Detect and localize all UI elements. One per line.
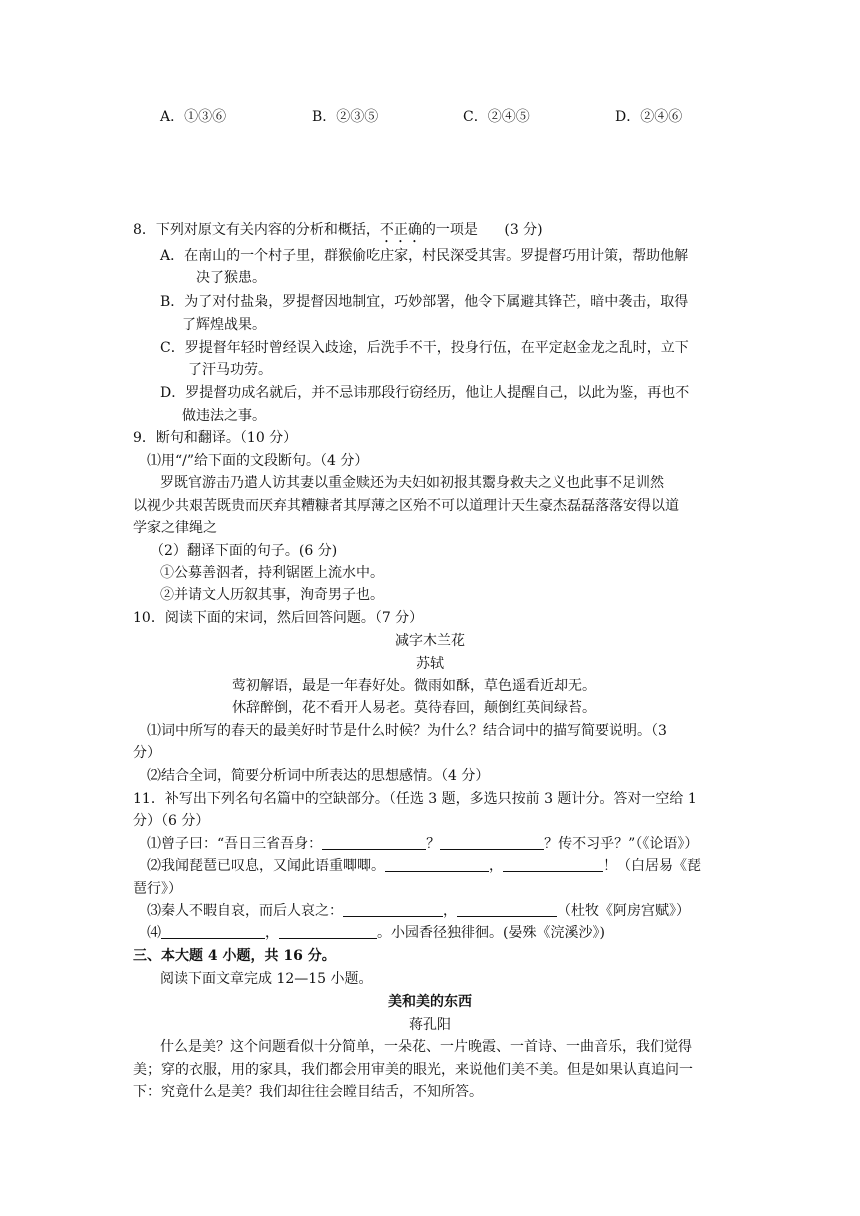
q8-option-d-line2: 做违法之事。 bbox=[182, 408, 266, 424]
q8-option-a-line1: A．在南山的一个村子里，群猴偷吃庄家，村民深受其害。罗提督巧用计策，帮助他解 bbox=[160, 248, 689, 264]
emphasis-text: 不正确 bbox=[379, 222, 422, 238]
q8-option-a-line2: 决了猴患。 bbox=[196, 270, 266, 286]
section-3-intro: 阅读下面文章完成 12—15 小题。 bbox=[160, 971, 373, 987]
fill-item-3-post: （杜牧《阿房宫赋》） bbox=[557, 903, 690, 919]
poem-title: 减字木兰花 bbox=[395, 633, 465, 649]
q8-option-c-line2: 了汗马功劳。 bbox=[188, 362, 272, 378]
section-3-title: 三、本大题 4 小题，共 16 分。 bbox=[133, 948, 336, 964]
q8-option-d-line1: D．罗提督功成名就后，并不忌讳那段行窃经历，他让人提醒自己，以此为鉴，再也不 bbox=[160, 385, 690, 401]
answer-blank[interactable] bbox=[457, 902, 557, 917]
fill-item-1-post: ？传不习乎？”（《论语》） bbox=[544, 836, 699, 852]
article-line-2: 美；穿的衣服，用的家具，我们都会用审美的眼光，来说他们美不美。但是如果认真追问一 bbox=[133, 1062, 693, 1078]
fill-punct: ， bbox=[443, 903, 457, 919]
question-10-sub1-line1: ⑴词中所写的春天的最美好时节是什么时候？为什么？结合词中的描写简要说明。（3 bbox=[147, 723, 667, 739]
q8-option-c-line1: C．罗提督年轻时曾经误入歧途，后洗手不干，投身行伍，在平定赵金龙之乱时，立下 bbox=[160, 340, 689, 356]
fill-punct: ， bbox=[265, 925, 279, 941]
question-11-title-line2: 分）（6 分） bbox=[133, 813, 210, 829]
option-c: C．②④⑤ bbox=[463, 109, 530, 125]
fill-item-1-pre: ⑴曾子曰：“吾日三省吾身： bbox=[147, 836, 323, 852]
answer-blank[interactable] bbox=[385, 857, 489, 872]
answer-blank[interactable] bbox=[279, 924, 377, 939]
poem-author: 苏轼 bbox=[416, 656, 444, 672]
option-d: D．②④⑥ bbox=[615, 109, 683, 125]
answer-blank[interactable] bbox=[343, 902, 443, 917]
question-11-title-line1: 11．补写出下列名句名篇中的空缺部分。（任选 3 题，多选只按前 3 题计分。答对一空给 1 bbox=[133, 791, 697, 807]
translate-sentence-1: ①公募善泅者，持利锯匿上流水中。 bbox=[160, 565, 384, 581]
article-title: 美和美的东西 bbox=[388, 994, 472, 1010]
q8-option-b-line2: 了辉煌战果。 bbox=[182, 317, 266, 333]
fill-item-3 bbox=[147, 901, 690, 921]
article-line-3: 下：究竟什么是美？我们却往往会瞠目结舌，不知所答。 bbox=[133, 1084, 483, 1100]
answer-blank[interactable] bbox=[161, 924, 265, 939]
fill-punct: ， bbox=[489, 858, 503, 874]
fill-item-2 bbox=[147, 856, 701, 876]
translate-sentence-2: ②并请文人历叙其事，洵奇男子也。 bbox=[160, 587, 384, 603]
question-8-score: (3 分) bbox=[504, 222, 543, 238]
question-10-sub1-line2: 分） bbox=[133, 745, 161, 761]
fill-item-3-pre: ⑶秦人不暇自哀，而后人哀之： bbox=[147, 903, 343, 919]
passage-line-1: 罗既官游击乃遣人访其妻以重金赎还为夫妇如初报其鬻身救夫之义也此事不足训然 bbox=[160, 475, 664, 491]
question-10-title: 10．阅读下面的宋词，然后回答问题。（7 分） bbox=[133, 610, 424, 626]
question-8-stem-pre: 8．下列对原文有关内容的分析和概括， bbox=[133, 222, 380, 238]
fill-item-4-pre: ⑷ bbox=[147, 925, 161, 941]
article-author: 蒋孔阳 bbox=[409, 1017, 451, 1033]
answer-blank[interactable] bbox=[503, 857, 603, 872]
question-10-sub2: ⑵结合全词，简要分析词中所表达的思想感情。（4 分） bbox=[147, 768, 490, 784]
answer-blank[interactable] bbox=[440, 835, 544, 850]
option-b: B．②③⑤ bbox=[312, 109, 379, 125]
q8-option-b-line1: B．为了对付盐枭，罗提督因地制宜，巧妙部署，他令下属避其锋芒，暗中袭击，取得 bbox=[160, 294, 689, 310]
poem-line-2: 休辞醉倒，花不看开人易老。莫待春回，颠倒红英间绿苔。 bbox=[232, 700, 596, 716]
poem-line-1: 莺初解语，最是一年春好处。微雨如酥，草色遥看近却无。 bbox=[232, 678, 596, 694]
passage-line-3: 学家之律绳之 bbox=[133, 520, 217, 536]
fill-item-4-post: 。小园香径独徘徊。(晏殊《浣溪沙》) bbox=[377, 925, 605, 941]
fill-item-1 bbox=[147, 834, 698, 854]
question-8-stem-post: 的一项是 bbox=[421, 222, 478, 238]
answer-blank[interactable] bbox=[322, 835, 426, 850]
question-9-sub1: ⑴用“/”给下面的文段断句。（4 分） bbox=[147, 453, 369, 469]
fill-item-4 bbox=[147, 923, 605, 943]
question-9-sub2: （2）翻译下面的句子。(6 分) bbox=[150, 543, 338, 559]
option-a: A．①③⑥ bbox=[160, 109, 227, 125]
fill-item-2-cont: 琶行》） bbox=[133, 881, 182, 897]
passage-line-2: 以视少共艰苦既贵而厌弃其糟糠者其厚薄之区殆不可以道理计天生豪杰磊磊落落安得以道 bbox=[133, 498, 679, 514]
question-8-stem bbox=[133, 220, 543, 246]
question-9-title: 9．断句和翻译。（10 分） bbox=[133, 430, 298, 446]
fill-item-2-post: ！（白居易《琵 bbox=[603, 858, 701, 874]
article-line-1: 什么是美？这个问题看似十分简单，一朵花、一片晚霞、一首诗、一曲音乐，我们觉得 bbox=[160, 1039, 692, 1055]
fill-punct: ？ bbox=[426, 836, 441, 852]
fill-item-2-pre: ⑵我闻琵琶已叹息，又闻此语重唧唧。 bbox=[147, 858, 385, 874]
